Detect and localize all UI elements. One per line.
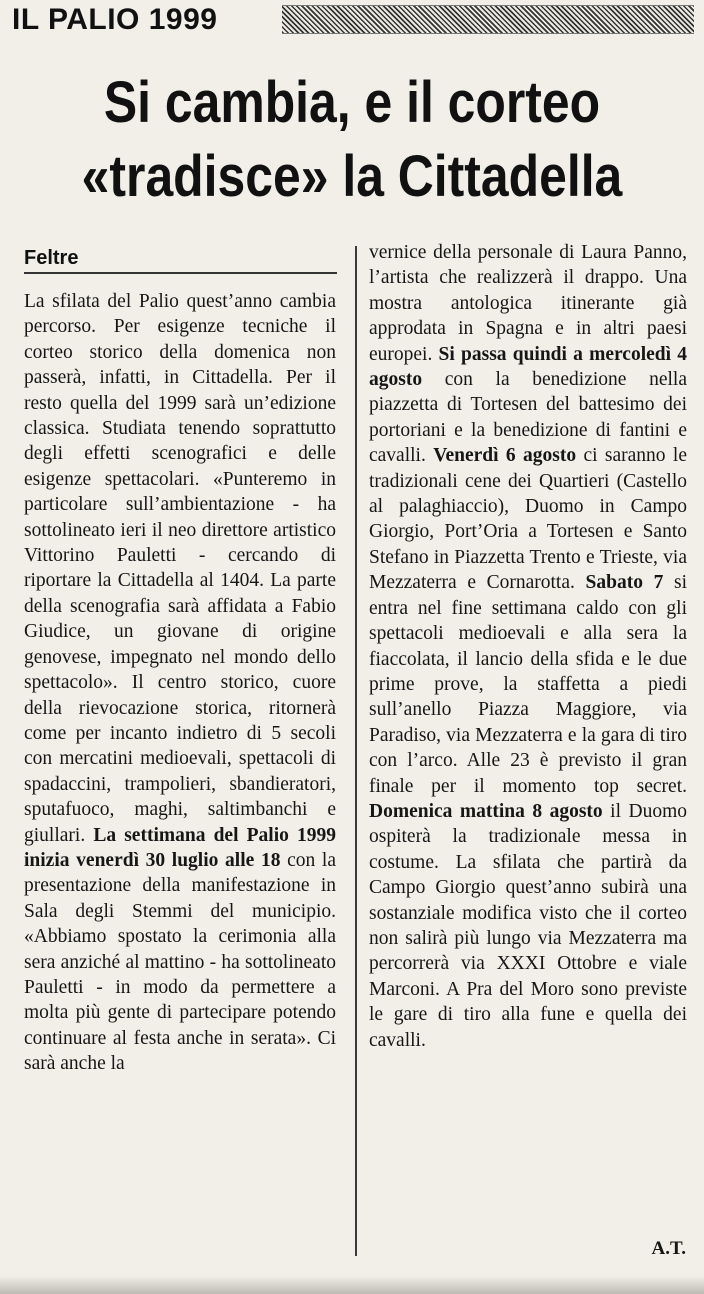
left-bold-1: La settimana del Palio 1999 inizia venerdì 30 luglio alle 18: [24, 824, 336, 871]
author-signature: A.T.: [651, 1238, 686, 1259]
right-bold-2: Venerdì 6 agosto: [433, 445, 577, 467]
section-kicker: IL PALIO 1999: [12, 3, 218, 36]
left-text-2: con la presentazione della manifestazione in Sala degli Stemmi del municipio. «Abbiamo spostato la cerimonia alla sera anziché al mattino - ha sottolineato Pauletti - in modo da permettere a molta più gente di partecipare potendo continuare al festa anche in serata». Ci sarà anche la: [24, 849, 336, 1075]
dateline: Feltre: [24, 247, 79, 269]
column-divider: [355, 246, 357, 1256]
article-column-left: [24, 289, 336, 1077]
scan-shadow: [0, 1276, 704, 1294]
right-bold-4: Domenica mattina 8 agosto: [369, 800, 603, 822]
right-bold-3: Sabato 7: [585, 572, 664, 594]
right-text-3: ci saranno le tradizionali cene dei Quartieri (Castello al palaghiaccio), Duomo in Campo Giorgio, Port’Oria a Tortesen e Santo Stefano in Piazzetta Trento e Trieste, via Mezzaterra e Cornarotta.: [369, 445, 687, 594]
right-text-1: vernice della personale di Laura Panno, l’artista che realizzerà il drappo. Una mostra antologica itinerante già approdata in Spagna e in altri paesi europei.: [369, 242, 687, 365]
right-text-4: si entra nel fine settimana caldo con gli spettacoli medioevali e alla sera la fiaccolata, il lancio della sfida e le due prime prove, la staffetta a piedi sull’anello Piazza Maggiore, via Paradiso, via Mezzaterra e la gara di tiro con l’arco. Alle 23 è previsto il gran finale per il momento top secret.: [369, 572, 687, 797]
left-text-1: La sfilata del Palio quest’anno cambia percorso. Per esigenze tecniche il corteo storico della domenica non passerà, infatti, in Cittadella. Per il resto quella del 1999 sarà un’edizione classica. Studiata tenendo soprattutto degli effetti scenografici e delle esigenze spettacolari. «Punteremo in particolare sull’ambientazione - ha sottolineato ieri il neo direttore artistico Vittorino Pauletti - cercando di riportare la Cittadella al 1404. La parte della scenografia sarà affidata a Fabio Giudice, un giovane di origine genovese, impegnato nel mondo dello spettacolo». Il centro storico, cuore della rievocazione storica, ritornerà come per incanto indietro di 5 secoli con mercatini medioevali, spettacoli di spadaccini, trampolieri, sbandieratori, sputafuoco, maghi, saltimbanchi e giullari.: [24, 291, 336, 846]
hatched-banner: [282, 5, 694, 34]
article-column-right: [369, 240, 687, 1053]
right-bold-1: Si passa quindi a mercoledì 4 agosto: [369, 343, 687, 391]
headline-line-2: «tradisce» la Cittadella: [81, 144, 623, 209]
headline-line-1: Si cambia, e il corteo: [103, 70, 601, 135]
headline: [49, 66, 654, 214]
right-text-5: il Duomo ospiterà la tradizionale messa in costume. La sfilata che partirà da Campo Giorgio quest’anno subirà una sostanziale modifica visto che il corteo non salirà più lungo via Mezzaterra ma percorrerà via XXXI Ottobre e viale Marconi. A Pra del Moro sono previste le gare di tiro alla fune e quella dei cavalli.: [369, 800, 687, 1051]
right-text-2: con la benedizione nella piazzetta di Tortesen del battesimo dei portoriani e la benedizione di fantini e cavalli.: [369, 369, 687, 467]
dateline-rule: [24, 272, 337, 274]
